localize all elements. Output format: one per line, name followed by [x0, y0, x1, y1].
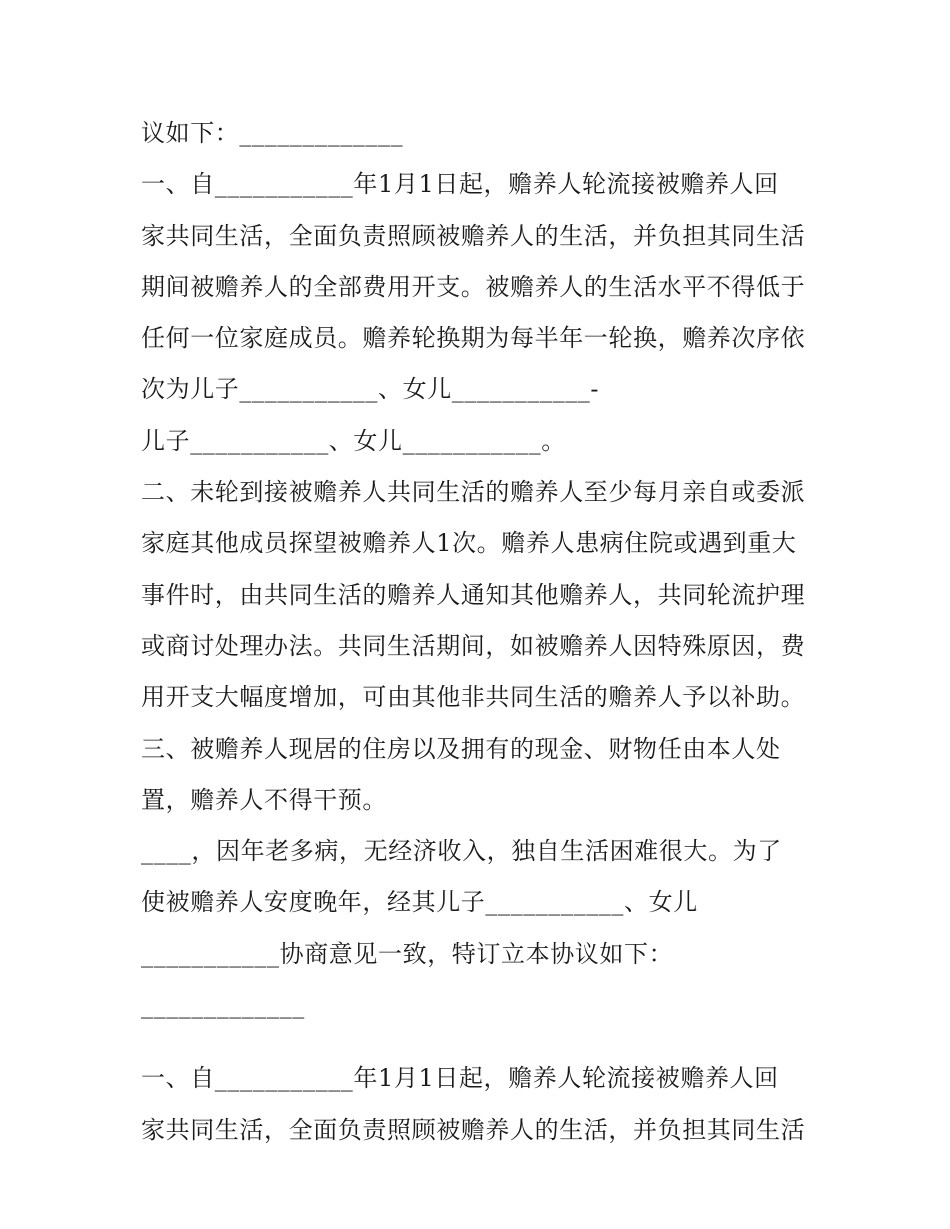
text-line: 家共同生活，全面负责照顾被赡养人的生活，并负担其同生活 [141, 221, 806, 250]
text-line: 一、自___________年1月1日起，赡养人轮流接被赡养人回 [141, 1064, 779, 1093]
paragraph-spacer [141, 1031, 821, 1053]
text-line: 或商讨处理办法。共同生活期间，如被赡养人因特殊原因，费 [141, 631, 806, 660]
text-line: 一、自___________年1月1日起，赡养人轮流接被赡养人回 [141, 170, 779, 199]
text-line: 家庭其他成员探望被赡养人1次。赡养人患病住院或遇到重大 [141, 529, 797, 558]
text-line: 儿子___________、女儿___________。 [141, 426, 566, 455]
text-line: 议如下：_____________ [141, 119, 404, 147]
text-line: 事件时，由共同生活的赡养人通知其他赡养人，共同轮流护理 [141, 580, 806, 609]
text-line: 期间被赡养人的全部费用开支。被赡养人的生活水平不得低于 [141, 272, 806, 301]
text-line: 次为儿子___________、女儿___________- [141, 375, 600, 404]
text-line: _____________ [141, 991, 305, 1020]
text-line: ___________协商意见一致，特订立本协议如下： [141, 939, 674, 968]
text-line: 家共同生活，全面负责照顾被赡养人的生活，并负担其同生活 [141, 1115, 806, 1144]
text-line: 置，赡养人不得干预。 [141, 785, 387, 814]
text-line: 用开支大幅度增加，可由其他非共同生活的赡养人予以补助。 [141, 683, 806, 712]
text-line: 二、未轮到接被赡养人共同生活的赡养人至少每月亲自或委派 [141, 478, 806, 507]
text-line: ____，因年老多病，无经济收入，独自生活困难很大。为了 [141, 837, 782, 866]
document-page [141, 108, 821, 1156]
text-line: 三、被赡养人现居的住房以及拥有的现金、财物任由本人处 [141, 734, 781, 763]
text-line: 任何一位家庭成员。赡养轮换期为每半年一轮换，赡养次序依 [141, 324, 806, 353]
text-line: 使被赡养人安度晚年，经其儿子___________、女儿 [141, 888, 698, 917]
